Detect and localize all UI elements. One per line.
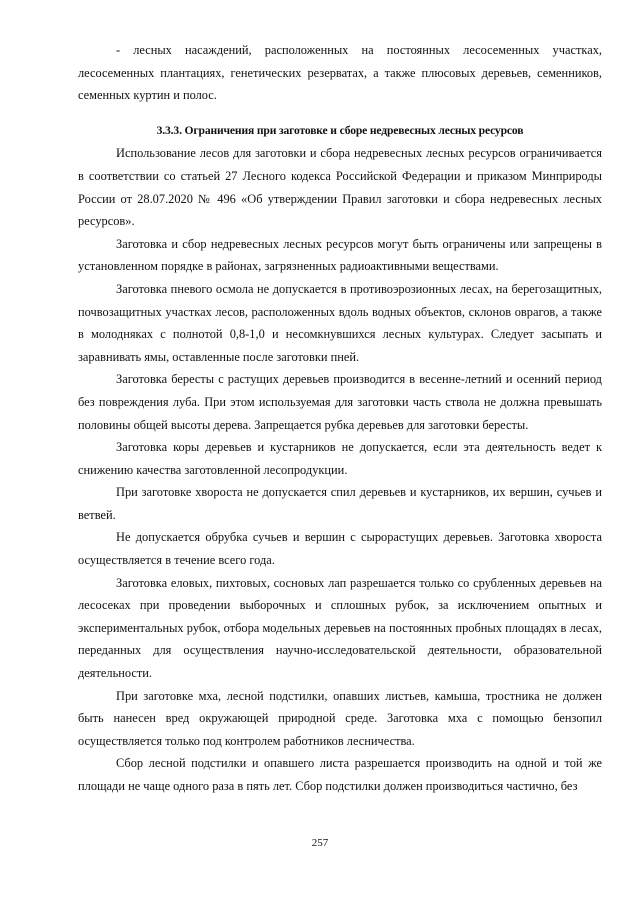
page-number: 257 xyxy=(311,837,329,849)
paragraph-1: Использование лесов для заготовки и сбора недревесных лесных ресурсов ограничивается в соответствии со статьей 27 Лесного кодекса Российской Федерации и приказом Минприроды России от 28.07.2020 № 496 «Об утверждении Правил заготовки и сбора недревесных лесных ресурсов». xyxy=(78,146,602,229)
paragraph-9: При заготовке мха, лесной подстилки, опавших листьев, камыша, тростника не должен быть нанесен вред окружающей природной среде. Заготовка мха с помощью бензопил осуществляется только под контролем работников лесничества. xyxy=(78,688,602,748)
section-heading: 3.3.3. Ограничения при заготовке и сборе недревесных лесных ресурсов xyxy=(156,123,524,137)
paragraph-6: При заготовке хвороста не допускается спил деревьев и кустарников, их вершин, сучьев и ветвей. xyxy=(78,485,602,522)
paragraph-10: Сбор лесной подстилки и опавшего листа разрешается производить на одной и той же площади не чаще одного раза в пять лет. Сбор подстилки должен производиться частично, без xyxy=(78,756,602,793)
paragraph-7: Не допускается обрубка сучьев и вершин с сырорастущих деревьев. Заготовка хвороста осуществляется в течение всего года. xyxy=(78,530,602,568)
paragraph-5: Заготовка коры деревьев и кустарников не допускается, если эта деятельность ведет к снижению качества заготовленной лесопродукции. xyxy=(78,440,602,477)
paragraph-8: Заготовка еловых, пихтовых, сосновых лап разрешается только со срубленных деревьев на лесосеках при проведении выборочных и сплошных рубок, за исключением опытных и экспериментальных рубок, отбора модельных деревьев на постоянных пробных площадях в лесах, переданных для осуществления научно-исследовательской деятельности, образовательной деятельности. xyxy=(78,575,602,681)
paragraph-4: Заготовка бересты с растущих деревьев производится в весенне-летний и осенний период без повреждения луба. При этом используемая для заготовки часть ствола не должна превышать половины общей высоты дерева. Запрещается рубка деревьев для заготовки бересты. xyxy=(78,372,602,432)
paragraph-2: Заготовка и сбор недревесных лесных ресурсов могут быть ограничены или запрещены в установленном порядке в районах, загрязненных радиоактивными веществами. xyxy=(78,236,602,274)
page-content xyxy=(78,39,602,798)
paragraph-3: Заготовка пневого осмола не допускается в противоэрозионных лесах, на берегозащитных, почвозащитных участках лесов, расположенных вдоль водных объектов, склонов оврагов, а также в молодняках с полнотой 0,8-1,0 и несомкнувшихся лесных культурах. Следует засыпать и заравнивать ямы, оставленные после заготовки пней. xyxy=(78,281,602,364)
paragraph-continuation: - лесных насаждений, расположенных на постоянных лесосеменных участках, лесосеменных плантациях, генетических резерватах, а также плюсовых деревьев, семенников, семенных куртин и полос. xyxy=(78,43,602,103)
